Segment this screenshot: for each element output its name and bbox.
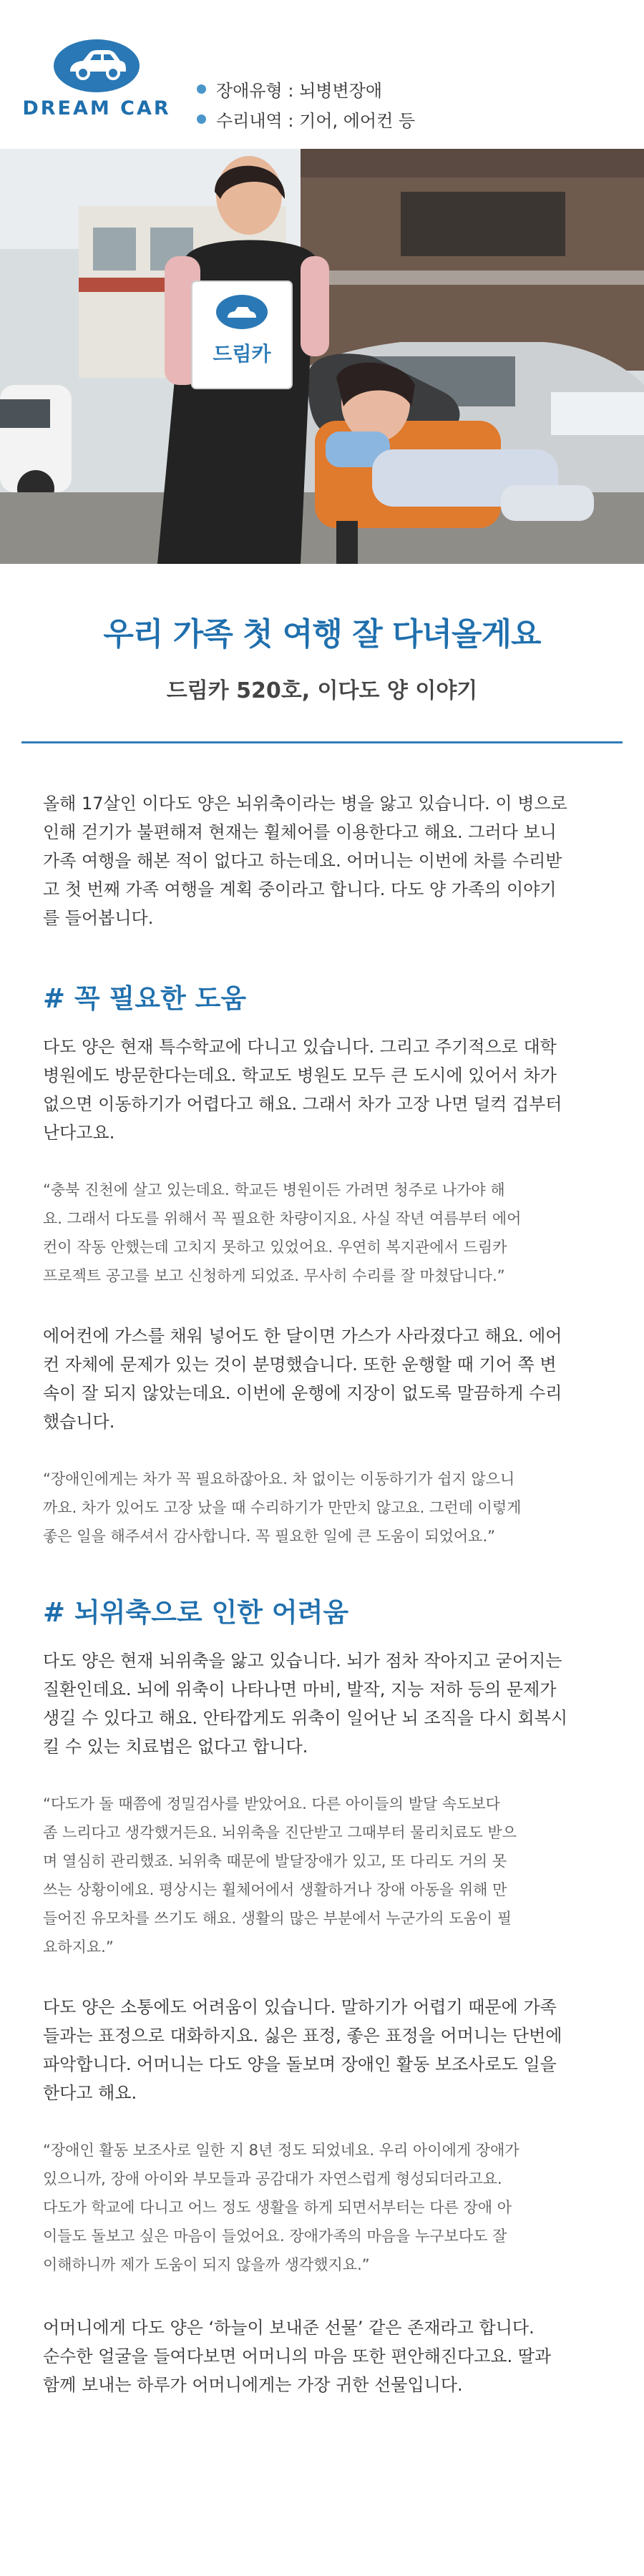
paragraph: [43, 1322, 601, 1436]
text-line: 난다고요.: [43, 1123, 115, 1143]
text-line: 요하지요.”: [43, 1938, 114, 1956]
text-line: 다도 양은 소통에도 어려움이 있습니다. 말하기가 어렵기 때문에 가족: [43, 1997, 557, 2017]
text-line: “장애인 활동 보조사로 일한 지 8년 정도 되었네요. 우리 아이에게 장애가: [43, 2142, 519, 2159]
quote: [43, 1465, 601, 1551]
text-line: 쓰는 상황이에요. 평상시는 휠체어에서 생활하거나 장애 아동을 위해 만: [43, 1881, 507, 1898]
bullet-icon: [197, 84, 206, 94]
intro-paragraph: [43, 789, 601, 932]
text-line: 고 첫 번째 가족 여행을 계획 중이라고 합니다. 다도 양 가족의 이야기: [43, 879, 557, 899]
text-line: 질환인데요. 뇌에 위축이 나타나면 마비, 발작, 지능 저하 등의 문제가: [43, 1679, 557, 1699]
text-line: 다도가 학교에 다니고 어느 정도 생활을 하게 되면서부터는 다른 장애 아: [43, 2199, 512, 2216]
text-line: 이들도 돌보고 싶은 마음이 들었어요. 장애가족의 마음을 누구보다도 잘: [43, 2228, 507, 2245]
header: [0, 0, 644, 149]
photo-illustration: [0, 149, 644, 564]
text-line: 순수한 얼굴을 들여다보면 어머니의 마음 또한 편안해진다고요. 딸과: [43, 2346, 552, 2366]
text-line: 있으니까, 장애 아이와 부모들과 공감대가 자연스럽게 형성되더라고요.: [43, 2170, 502, 2187]
text-line: 까요. 차가 있어도 고장 났을 때 수리하기가 만만치 않고요. 그런데 이렇게: [43, 1499, 522, 1516]
text-line: 파악합니다. 어머니는 다도 양을 돌보며 장애인 활동 보조사로도 일을: [43, 2054, 557, 2074]
quote: [43, 1176, 601, 1290]
info-disability-type: 장애유형 : 뇌병변장애: [216, 80, 382, 101]
text-line: 좋은 일을 해주셔서 감사합니다. 꼭 필요한 일에 큰 도움이 되었어요.”: [43, 1528, 496, 1545]
text-line: 했습니다.: [43, 1412, 115, 1432]
text-line: 한다고 해요.: [43, 2083, 137, 2103]
article-subtitle: 드림카 520호, 이다도 양 이야기: [166, 678, 478, 703]
text-line: 컨 자체에 문제가 있는 것이 분명했습니다. 또한 운행할 때 기어 쪽 변: [43, 1355, 557, 1375]
text-line: 생길 수 있다고 해요. 안타깝게도 위축이 일어난 뇌 조직을 다시 회복시: [43, 1708, 568, 1728]
text-line: “다도가 돌 때쯤에 정밀검사를 받았어요. 다른 아이들의 발달 속도보다: [43, 1795, 500, 1813]
text-line: 속이 잘 되지 않았는데요. 이번에 운행에 지장이 없도록 말끔하게 수리: [43, 1383, 562, 1403]
info-repair-details: 수리내역 : 기어, 에어컨 등: [216, 110, 416, 131]
text-line: 인해 걷기가 불편해져 현재는 휠체어를 이용한다고 해요. 그러다 보니: [43, 822, 557, 842]
paragraph: [43, 1646, 601, 1761]
text-line: 프로젝트 공고를 보고 신청하게 되었죠. 무사히 수리를 잘 마쳤답니다.”: [43, 1267, 505, 1284]
bullet-icon: [197, 114, 206, 124]
quote: [43, 1790, 601, 1961]
text-line: 킬 수 있는 치료법은 없다고 합니다.: [43, 1737, 308, 1757]
article-title-block: [0, 564, 644, 704]
text-line: “장애인에게는 차가 꼭 필요하잖아요. 차 없이는 이동하기가 쉽지 않으니: [43, 1470, 515, 1488]
text-line: 함께 보내는 하루가 어머니에게는 가장 귀한 선물입니다.: [43, 2375, 463, 2395]
case-info: [197, 74, 415, 134]
text-line: 없으면 이동하기가 어렵다고 해요. 그래서 차가 고장 나면 덜컥 겁부터: [43, 1094, 562, 1114]
text-line: 를 들어봅니다.: [43, 908, 154, 928]
info-row-repair: [197, 104, 415, 134]
closing-paragraph: [43, 2313, 601, 2399]
section-heading-brain-atrophy: # 뇌위축으로 인한 어려움: [43, 1597, 349, 1628]
paragraph: [43, 1033, 601, 1147]
text-line: 며 열심히 관리했죠. 뇌위축 때문에 발달장애가 있고, 또 다리도 거의 못: [43, 1853, 507, 1870]
info-row-disability-type: [197, 74, 415, 104]
logo-text: DREAM CAR: [22, 97, 171, 119]
text-line: 좀 느리다고 생각했거든요. 뇌위축을 진단받고 그때부터 물리치료도 받으: [43, 1824, 517, 1841]
sign-text: 드림카: [213, 342, 271, 366]
text-line: 요. 그래서 다도를 위해서 꼭 필요한 차량이지요. 사실 작년 여름부터 에어: [43, 1210, 522, 1227]
text-line: 가족 여행을 해본 적이 없다고 하는데요. 어머니는 이번에 차를 수리받: [43, 851, 562, 871]
text-line: 병원에도 방문한다는데요. 학교도 병원도 모두 큰 도시에 있어서 차가: [43, 1065, 557, 1085]
hero-photo: [0, 149, 644, 564]
text-line: 어머니에게 다도 양은 ‘하늘이 보내준 선물’ 같은 존재라고 합니다.: [43, 2318, 535, 2338]
text-line: 에어컨에 가스를 채워 넣어도 한 달이면 가스가 사라졌다고 해요. 에어: [43, 1326, 562, 1346]
paragraph: [43, 1993, 601, 2107]
text-line: 이해하니까 제가 도움이 되지 않을까 생각했지요.”: [43, 2256, 370, 2273]
article-body: [0, 743, 644, 2399]
quote: [43, 2136, 601, 2279]
car-logo-icon: [52, 34, 142, 93]
text-line: 다도 양은 현재 특수학교에 다니고 있습니다. 그리고 주기적으로 대학: [43, 1037, 557, 1057]
dream-car-logo: [21, 34, 172, 119]
text-line: 다도 양은 현재 뇌위축을 앓고 있습니다. 뇌가 점차 작아지고 굳어지는: [43, 1651, 562, 1671]
text-line: 올해 17살인 이다도 양은 뇌위축이라는 병을 앓고 있습니다. 이 병으로: [43, 794, 567, 814]
text-line: “충북 진천에 살고 있는데요. 학교든 병원이든 가려면 청주로 나가야 해: [43, 1181, 505, 1199]
text-line: 컨이 작동 안했는데 고치지 못하고 있었어요. 우연히 복지관에서 드림카: [43, 1239, 507, 1256]
text-line: 들어진 유모차를 쓰기도 해요. 생활의 많은 부분에서 누군가의 도움이 필: [43, 1910, 512, 1927]
text-line: 들과는 표정으로 대화하지요. 싫은 표정, 좋은 표정을 어머니는 단번에: [43, 2026, 562, 2046]
article-title: 우리 가족 첫 여행 잘 다녀올게요: [103, 616, 541, 653]
section-heading-necessary-help: # 꼭 필요한 도움: [43, 983, 247, 1014]
